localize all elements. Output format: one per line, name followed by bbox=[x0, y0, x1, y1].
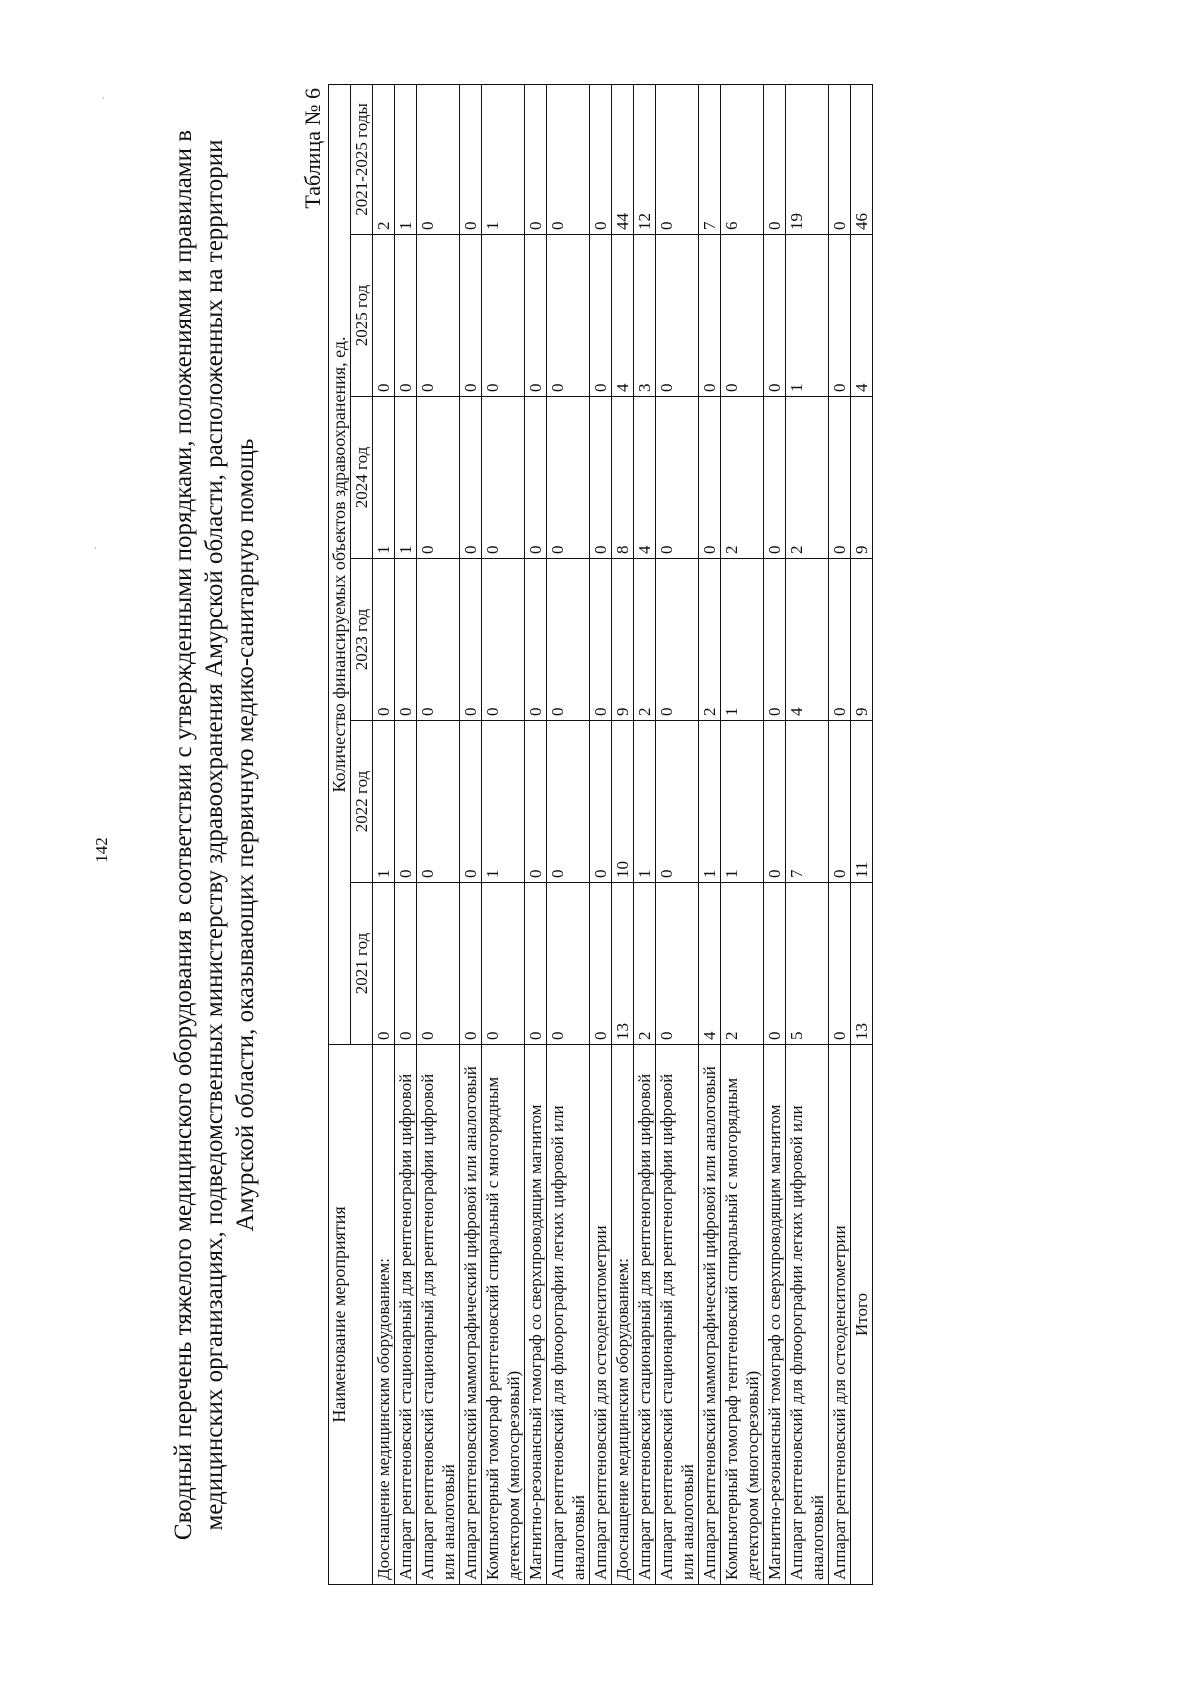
row-name: Магнитно-резонансный томограф со сверхпроводящим магнитом bbox=[764, 1045, 786, 1585]
row-value: 4 bbox=[612, 235, 634, 397]
row-name: Дооснащение медицинским оборудованием: bbox=[373, 1045, 395, 1585]
row-value: 0 bbox=[547, 235, 590, 397]
row-value: 0 bbox=[590, 721, 612, 883]
row-value: 0 bbox=[590, 397, 612, 559]
row-value: 2 bbox=[699, 559, 721, 721]
row-value: 10 bbox=[612, 721, 634, 883]
header-group: Количество финансируемых объектов здравоохранения, ед. bbox=[329, 84, 351, 1044]
total-value: 13 bbox=[851, 883, 873, 1045]
row-value: 0 bbox=[460, 84, 482, 234]
row-value: 0 bbox=[656, 235, 699, 397]
document-title: Сводный перечень тяжелого медицинского оборудования в соответствии с утвержденными порядками, положениями и правилами в медицинских организациях, подведомственных министерству здравоохранения Амурской области, расположенных на территории Амурской области, оказывающих первичную медико-санитарную помощь bbox=[170, 129, 259, 1541]
row-value: 0 bbox=[699, 235, 721, 397]
row-value: 5 bbox=[786, 883, 829, 1045]
table-caption: Таблица № 6 bbox=[300, 88, 325, 209]
row-name: Аппарат рентгеновский для флюорографии легких цифровой или аналоговый bbox=[547, 1045, 590, 1585]
header-year: 2025 год bbox=[351, 235, 373, 397]
total-value: 9 bbox=[851, 559, 873, 721]
row-value: 0 bbox=[590, 235, 612, 397]
row-name: Аппарат рентгеновский стационарный для рентгенографии цифровой bbox=[634, 1045, 656, 1585]
table-row bbox=[612, 84, 634, 1584]
row-value: 2 bbox=[786, 397, 829, 559]
row-value: 0 bbox=[460, 235, 482, 397]
row-value: 0 bbox=[417, 235, 460, 397]
table-row bbox=[829, 84, 851, 1584]
row-value: 0 bbox=[460, 559, 482, 721]
row-value: 8 bbox=[612, 397, 634, 559]
row-value: 0 bbox=[590, 559, 612, 721]
total-label: Итого bbox=[851, 1045, 873, 1585]
row-value: 2 bbox=[721, 397, 764, 559]
row-value: 0 bbox=[395, 559, 417, 721]
row-value: 0 bbox=[547, 721, 590, 883]
row-value: 4 bbox=[786, 559, 829, 721]
row-value: 3 bbox=[634, 235, 656, 397]
row-name: Аппарат рентгеновский маммографический цифровой или аналоговый bbox=[460, 1045, 482, 1585]
row-value: 1 bbox=[482, 84, 525, 234]
row-value: 0 bbox=[829, 559, 851, 721]
row-value: 0 bbox=[656, 883, 699, 1045]
row-value: 1 bbox=[699, 721, 721, 883]
row-value: 1 bbox=[482, 721, 525, 883]
row-value: 0 bbox=[764, 559, 786, 721]
row-value: 0 bbox=[764, 84, 786, 234]
row-value: 7 bbox=[786, 721, 829, 883]
row-value: 1 bbox=[634, 721, 656, 883]
row-value: 1 bbox=[373, 397, 395, 559]
row-value: 0 bbox=[395, 883, 417, 1045]
row-value: 2 bbox=[634, 559, 656, 721]
row-value: 2 bbox=[373, 84, 395, 234]
total-value: 9 bbox=[851, 397, 873, 559]
row-value: 9 bbox=[612, 559, 634, 721]
row-value: 0 bbox=[460, 721, 482, 883]
row-value: 2 bbox=[721, 883, 764, 1045]
row-value: 0 bbox=[417, 84, 460, 234]
row-value: 0 bbox=[460, 397, 482, 559]
row-value: 0 bbox=[764, 883, 786, 1045]
table-row bbox=[373, 84, 395, 1584]
table-body bbox=[373, 84, 873, 1584]
row-value: 0 bbox=[525, 84, 547, 234]
table-row bbox=[721, 84, 764, 1584]
row-value: 0 bbox=[525, 883, 547, 1045]
row-value: 44 bbox=[612, 84, 634, 234]
table-row bbox=[395, 84, 417, 1584]
row-name: Аппарат рентгеновский для флюорографии легких цифровой или аналоговый bbox=[786, 1045, 829, 1585]
row-value: 1 bbox=[786, 235, 829, 397]
row-value: 7 bbox=[699, 84, 721, 234]
total-value: 4 bbox=[851, 235, 873, 397]
row-value: 0 bbox=[656, 559, 699, 721]
table-row bbox=[417, 84, 460, 1584]
row-value: 4 bbox=[699, 883, 721, 1045]
row-value: 0 bbox=[482, 235, 525, 397]
row-value: 0 bbox=[482, 397, 525, 559]
row-value: 1 bbox=[395, 84, 417, 234]
row-value: 0 bbox=[525, 559, 547, 721]
header-year: 2022 год bbox=[351, 721, 373, 883]
row-value: 0 bbox=[417, 397, 460, 559]
row-value: 0 bbox=[525, 721, 547, 883]
row-value: 0 bbox=[590, 84, 612, 234]
row-name: Дооснащение медицинским оборудованием: bbox=[612, 1045, 634, 1585]
row-name: Аппарат рентгеновский для остеоденситометрии bbox=[590, 1045, 612, 1585]
row-value: 0 bbox=[829, 883, 851, 1045]
row-value: 0 bbox=[417, 721, 460, 883]
row-value: 19 bbox=[786, 84, 829, 234]
page-number: 142 bbox=[92, 837, 111, 863]
header-year: 2023 год bbox=[351, 559, 373, 721]
row-value: 0 bbox=[525, 235, 547, 397]
row-value: 6 bbox=[721, 84, 764, 234]
row-value: 0 bbox=[525, 397, 547, 559]
row-name: Аппарат рентгеновский стационарный для рентгенографии цифровой или аналоговый bbox=[417, 1045, 460, 1585]
row-value: 0 bbox=[829, 721, 851, 883]
row-value: 0 bbox=[590, 883, 612, 1045]
header-year: 2021 год bbox=[351, 883, 373, 1045]
row-value: 0 bbox=[547, 559, 590, 721]
row-value: 1 bbox=[721, 721, 764, 883]
row-value: 0 bbox=[460, 883, 482, 1045]
row-value: 1 bbox=[373, 721, 395, 883]
row-value: 0 bbox=[699, 397, 721, 559]
row-value: 4 bbox=[634, 397, 656, 559]
table-row bbox=[525, 84, 547, 1584]
table-row bbox=[786, 84, 829, 1584]
row-value: 0 bbox=[764, 397, 786, 559]
row-value: 0 bbox=[764, 721, 786, 883]
row-value: 0 bbox=[547, 84, 590, 234]
row-value: 0 bbox=[482, 883, 525, 1045]
scan-speck: · bbox=[88, 546, 102, 550]
total-value: 11 bbox=[851, 721, 873, 883]
row-value: 0 bbox=[482, 559, 525, 721]
table-row bbox=[764, 84, 786, 1584]
row-value: 0 bbox=[373, 883, 395, 1045]
table-row bbox=[547, 84, 590, 1584]
scan-speck: · bbox=[96, 96, 110, 100]
row-value: 1 bbox=[721, 559, 764, 721]
row-name: Компьютерный томограф рентгеновский спиральный с многорядным детектором (многосрезовый) bbox=[482, 1045, 525, 1585]
row-value: 2 bbox=[634, 883, 656, 1045]
row-name: Аппарат рентгеновский стационарный для рентгенографии цифровой bbox=[395, 1045, 417, 1585]
row-value: 0 bbox=[417, 883, 460, 1045]
row-value: 0 bbox=[829, 397, 851, 559]
row-value: 0 bbox=[656, 397, 699, 559]
table-row bbox=[460, 84, 482, 1584]
row-value: 0 bbox=[656, 721, 699, 883]
row-name: Аппарат рентгеновский маммографический цифровой или аналоговый bbox=[699, 1045, 721, 1585]
header-year: 2024 год bbox=[351, 397, 373, 559]
equipment-table bbox=[328, 84, 873, 1585]
row-value: 0 bbox=[547, 397, 590, 559]
row-value: 0 bbox=[417, 559, 460, 721]
table-row bbox=[590, 84, 612, 1584]
table-row bbox=[482, 84, 525, 1584]
row-value: 0 bbox=[829, 84, 851, 234]
row-value: 0 bbox=[395, 235, 417, 397]
row-value: 0 bbox=[656, 84, 699, 234]
row-value: 13 bbox=[612, 883, 634, 1045]
row-name: Аппарат рентгеновский стационарный для рентгенографии цифровой или аналоговый bbox=[656, 1045, 699, 1585]
table-row bbox=[656, 84, 699, 1584]
row-name: Компьютерный томограф тентгеновский спиральный с многорядным детектором (многосрезовый) bbox=[721, 1045, 764, 1585]
row-value: 0 bbox=[373, 235, 395, 397]
row-value: 0 bbox=[764, 235, 786, 397]
row-value: 1 bbox=[395, 397, 417, 559]
row-value: 0 bbox=[373, 559, 395, 721]
header-name: Наименование мероприятия bbox=[329, 1045, 373, 1585]
row-name: Магнитно-резонансный томограф со сверхпроводящим магнитом bbox=[525, 1045, 547, 1585]
table-row bbox=[699, 84, 721, 1584]
row-value: 0 bbox=[829, 235, 851, 397]
total-value: 46 bbox=[851, 84, 873, 234]
row-value: 0 bbox=[721, 235, 764, 397]
total-row bbox=[851, 84, 873, 1584]
header-year-total: 2021-2025 годы bbox=[351, 84, 373, 234]
row-value: 0 bbox=[395, 721, 417, 883]
table-row bbox=[634, 84, 656, 1584]
row-name: Аппарат рентгеновский для остеоденситометрии bbox=[829, 1045, 851, 1585]
row-value: 12 bbox=[634, 84, 656, 234]
row-value: 0 bbox=[547, 883, 590, 1045]
